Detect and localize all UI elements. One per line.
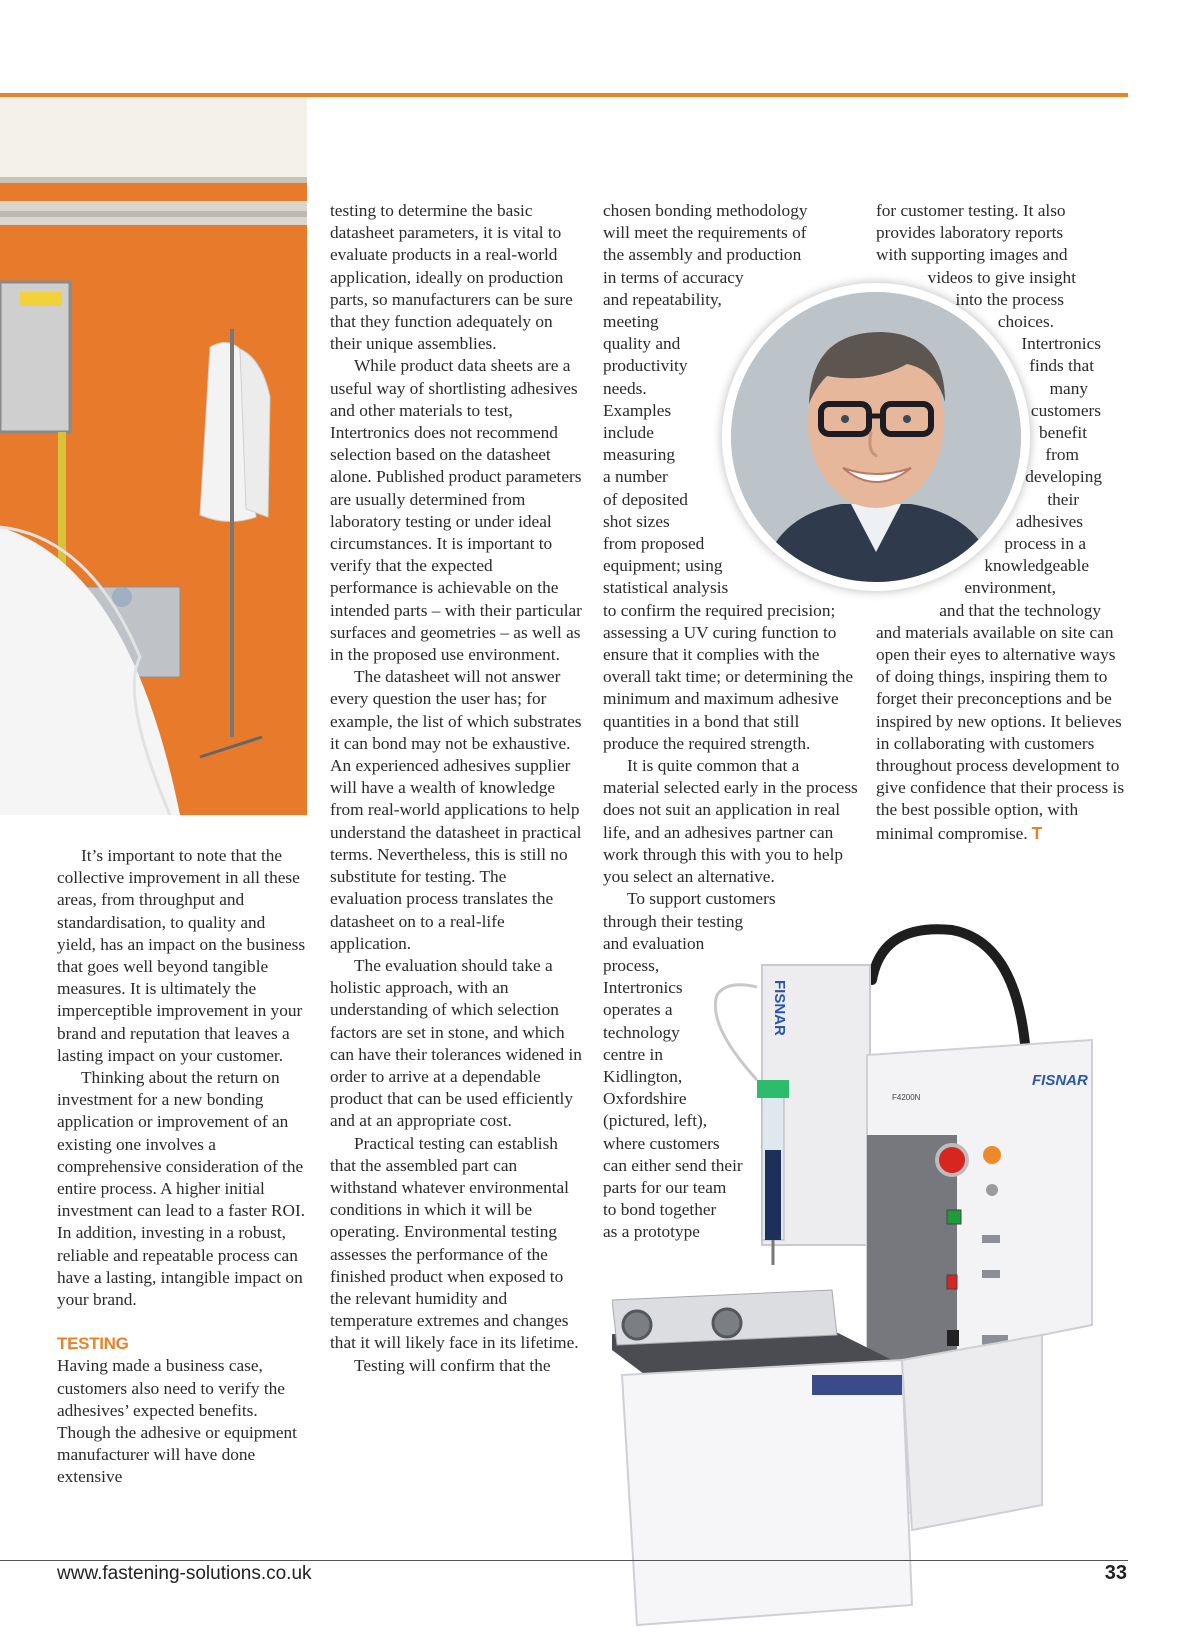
text-line: provides laboratory reports [876, 223, 1064, 243]
text-line: Intertronics [1021, 334, 1101, 354]
footer-rule [0, 1560, 1128, 1561]
text-line: Oxfordshire [603, 1089, 687, 1109]
text-line: their [1047, 489, 1079, 509]
text-line: as a prototype [603, 1222, 700, 1242]
text-line: choices. [997, 312, 1054, 332]
text-line: meeting [603, 312, 659, 332]
text-line: parts for our team [603, 1177, 727, 1197]
text-line: include [603, 423, 654, 443]
text-line: technology [603, 1022, 680, 1042]
dispensing-robot-photo [612, 905, 1132, 1634]
portrait-photo [722, 283, 1030, 591]
page-number: 33 [1104, 1562, 1127, 1584]
body-paragraph: to confirm the required precision; assessing a UV curing function to ensure that it complies with the overall takt time; or determining the minimum and maximum adhesive quantities in a bond that still produce the required strength. [603, 600, 854, 753]
section-subhead-testing: TESTING [57, 1334, 129, 1354]
body-paragraph: The datasheet will not answer every question the user has; for example, the list of which substrates it can bond may not be exhaustive. An experienced adhesives supplier will have a wealth of knowledge from real-world applications to help understand the datasheet in practical terms. Nevertheless, this is still no substitute for testing. The evaluation process translates the datasheet on to a real-life application. [330, 667, 582, 953]
lab-photo [0, 97, 307, 815]
text-line: knowledgeable [984, 556, 1089, 576]
footer-website-url: www.fastening-solutions.co.uk [57, 1563, 312, 1584]
text-line: Intertronics [603, 978, 683, 998]
text-line: needs. [603, 378, 647, 398]
text-line: where customers [603, 1133, 720, 1153]
text-line: finds that [1029, 356, 1094, 376]
text-line: and that the technology [939, 600, 1101, 620]
text-line: developing [1025, 467, 1102, 487]
text-line: process in a [1004, 534, 1086, 554]
text-line: equipment; using [603, 556, 723, 576]
text-line: from proposed [603, 534, 705, 554]
text-line: from [1045, 445, 1079, 465]
lab-photo-illustration [0, 97, 307, 815]
text-line: through their testing [603, 911, 744, 931]
text-line: Examples [603, 400, 672, 420]
body-paragraph: It is quite common that a material selected early in the process does not suit an application in real life, and an adhesives partner can work through this with you to help you select an alternative. [603, 756, 858, 887]
text-line: can either send their [603, 1155, 743, 1175]
body-paragraph: testing to determine the basic datasheet parameters, it is vital to evaluate products in a real-world application, ideally on production parts, so manufacturers can be sure that they function adequately on their unique assemblies. [330, 201, 573, 354]
text-line: customers [1030, 400, 1101, 420]
text-line: shot sizes [603, 511, 670, 531]
text-line: (pictured, left), [603, 1111, 708, 1131]
text-line: of deposited [603, 489, 688, 509]
text-line: measuring [603, 445, 675, 465]
text-line: To support customers [627, 889, 776, 909]
text-line: adhesives [1015, 511, 1083, 531]
body-paragraph: Practical testing can establish that the assembled part can withstand whatever environmental conditions in which it will be operating. Environmental testing assesses the performance of the finished product when exposed to the relevant humidity and temperature extremes and changes that it will likely face in its lifetime. [330, 1133, 579, 1353]
portrait-illustration [731, 292, 1021, 582]
text-line: statistical analysis [603, 578, 729, 598]
text-line: benefit [1039, 423, 1087, 443]
body-paragraph: It’s important to note that the collective improvement in all these areas, from throughput and standardisation, to quality and yield, has an impact on the business that goes well beyond tangible measures. It is ultimately the imperceptible improvement in your brand and reputation that leaves a lasting impact on your customer. [57, 846, 306, 1065]
body-paragraph: The evaluation should take a holistic approach, with an understanding of which selection factors are set in stone, and which can have their tolerances widened in order to arrive at a dependable product that can be used efficiently and at an appropriate cost. [330, 955, 582, 1131]
text-line: many [1049, 378, 1088, 398]
text-column-2 [330, 200, 582, 1377]
text-line: will meet the requirements of [603, 223, 807, 243]
end-of-article-mark: T [1031, 822, 1043, 843]
machine-brand-panel: FISNAR [1032, 1072, 1088, 1089]
body-paragraph: Thinking about the return on investment for a new bonding application or improvement of an existing one involves a comprehensive consideration of the entire process. A higher initial investment can lead to a faster ROI. In addition, investing in a robust, reliable and repeatable process can have a lasting, intangible impact on your brand. [57, 1068, 306, 1310]
text-line: centre in [603, 1044, 663, 1064]
text-line: Kidlington, [603, 1066, 683, 1086]
machine-brand-vertical: FISNAR [771, 980, 788, 1036]
text-line: a number [603, 467, 668, 487]
text-line: process, [603, 955, 660, 975]
text-line: environment, [964, 578, 1056, 598]
text-line: quality and [603, 334, 681, 354]
text-line: to bond together [603, 1200, 717, 1220]
text-line: into the process [955, 289, 1064, 309]
text-line: operates a [603, 1000, 673, 1020]
machine-model-label: F4200N [892, 1093, 921, 1102]
body-paragraph: Testing will confirm that the [354, 1355, 551, 1375]
text-line: in terms of accuracy [603, 267, 744, 287]
body-paragraph: While product data sheets are a useful way of shortlisting adhesives and other materials to test, Intertronics does not recommend selection based on the datasheet alone. Published product parameters are usually determined from laboratory testing or under ideal circumstances. It is important to verify that the expected performance is achievable on the intended parts – with their particular surfaces and geometries – as well as in the proposed use environment. [330, 356, 582, 665]
text-line: videos to give insight [927, 267, 1076, 287]
text-line: and repeatability, [603, 289, 722, 309]
body-paragraph [876, 622, 1126, 845]
text-line: chosen bonding methodology [603, 201, 808, 220]
closing-paragraph-text: and materials available on site can open their eyes to alternative ways of doing things, inspiring them to forget their preconceptions and be inspired by new options. It believes in collaborating with customers throughout process development to give confidence that their process is the best possible option, with minimal compromise. [876, 622, 1125, 843]
text-column-1 [57, 845, 307, 1489]
dispensing-robot-illustration [612, 905, 1132, 1634]
text-line: the assembly and production [603, 245, 802, 265]
body-paragraph: Having made a business case, customers also need to verify the adhesives’ expected benefits. Though the adhesive or equipment manufacturer will have done extensive [57, 1356, 297, 1487]
text-line: and evaluation [603, 933, 705, 953]
text-line: for customer testing. It also [876, 201, 1066, 220]
text-line: productivity [603, 356, 688, 376]
text-line: with supporting images and [876, 245, 1068, 265]
